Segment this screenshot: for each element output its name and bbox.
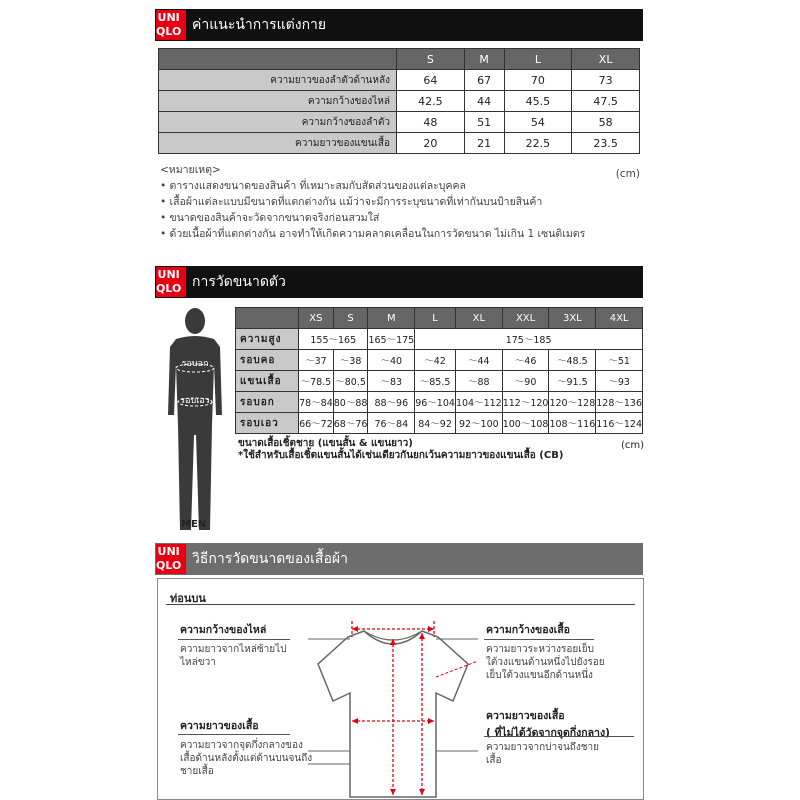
- table-row: [236, 350, 643, 371]
- row-label: ความสูง: [236, 329, 299, 350]
- figure-caption: MEN: [181, 519, 207, 530]
- garment-size-table: [158, 48, 640, 154]
- cell: 42.5: [397, 91, 465, 112]
- section-header-body-measurements: [155, 266, 643, 298]
- table-row: [236, 392, 643, 413]
- row-label: แขนเสื้อ: [236, 371, 299, 392]
- section-title: ค่าแนะนำการแต่งกาย: [192, 17, 327, 33]
- tshirt-diagram-icon: [308, 609, 478, 799]
- cell: ～44: [455, 350, 502, 371]
- body-size-table: [235, 307, 643, 434]
- cell: ～48.5: [549, 350, 596, 371]
- notes-header: <หมายเหตุ>: [160, 164, 221, 176]
- cell: 21: [464, 133, 504, 154]
- row-label: ความกว้างของไหล่: [159, 91, 397, 112]
- cell: 70: [504, 70, 572, 91]
- desc-body-length-side: ความยาวจากบ่าจนถึงชาย เสื้อ: [486, 742, 599, 766]
- desc-body-width: ความยาวระหว่างรอยเย็บ ใต้วงแขนด้านหนึ่งไปยังรอย เย็บใต้วงแขนอีกด้านหนึ่ง: [486, 644, 605, 681]
- col-header: 4XL: [596, 308, 643, 329]
- table-row: [159, 133, 640, 154]
- guide-subtitle: ท่อนบน: [170, 592, 206, 605]
- cell: 68～76: [333, 413, 368, 434]
- cell: 84～92: [415, 413, 456, 434]
- size-notes: [160, 162, 644, 242]
- cell: 76～84: [368, 413, 415, 434]
- measurement-guide-panel: [157, 578, 644, 800]
- cell: 78～84: [299, 392, 334, 413]
- row-label: รอบเอว: [236, 413, 299, 434]
- col-header: L: [415, 308, 456, 329]
- table-row: [159, 70, 640, 91]
- note-sleeve: *ใช้สำหรับเสื้อเชิ้ตแขนสั้นได้เช่นเดียวกันยกเว้นความยาวของแขนเสื้อ (CB): [238, 450, 564, 461]
- row-label: ความยาวของลำตัวด้านหลัง: [159, 70, 397, 91]
- cell: 155～165: [299, 329, 368, 350]
- cell: ～85.5: [415, 371, 456, 392]
- cell: 108～116: [549, 413, 596, 434]
- figure-label-chest: รอบอก: [181, 359, 209, 369]
- cell: ～40: [368, 350, 415, 371]
- cell: ～78.5: [299, 371, 334, 392]
- cell: 120～128: [549, 392, 596, 413]
- table-row: [159, 112, 640, 133]
- cell: 175～185: [415, 329, 643, 350]
- row-label: รอบคอ: [236, 350, 299, 371]
- col-header: M: [368, 308, 415, 329]
- cell: 44: [464, 91, 504, 112]
- note-shirt-type: ขนาดเสื้อเชิ้ตชาย (แขนสั้น & แขนยาว): [238, 438, 413, 449]
- desc-body-length: ความยาวจากจุดกึ่งกลางของ เสื้อด้านหลังตั้งแต่ด้านบนจนถึง ชายเสื้อ: [180, 740, 313, 777]
- section-title: การวัดขนาดตัว: [192, 274, 286, 290]
- cell: ～42: [415, 350, 456, 371]
- cell: 64: [397, 70, 465, 91]
- cell: ～93: [596, 371, 643, 392]
- uniqlo-logo: UNI QLO: [156, 544, 186, 574]
- cell: 45.5: [504, 91, 572, 112]
- table-row: [159, 91, 640, 112]
- col-header: XS: [299, 308, 334, 329]
- cell: ～91.5: [549, 371, 596, 392]
- cell: 23.5: [572, 133, 640, 154]
- cell: 22.5: [504, 133, 572, 154]
- note-item: • ขนาดของสินค้าจะวัดจากขนาดจริงก่อนสวมใส่: [160, 212, 380, 224]
- cell: 51: [464, 112, 504, 133]
- col-header: S: [333, 308, 368, 329]
- cell: 48: [397, 112, 465, 133]
- cell: ～37: [299, 350, 334, 371]
- col-header: S: [397, 49, 465, 70]
- cell: 20: [397, 133, 465, 154]
- cell: 96～104: [415, 392, 456, 413]
- row-label: ความยาวของแขนเสื้อ: [159, 133, 397, 154]
- unit-label: (cm): [615, 168, 640, 180]
- cell: ～80.5: [333, 371, 368, 392]
- row-label: รอบอก: [236, 392, 299, 413]
- col-header: XL: [455, 308, 502, 329]
- cell: ～90: [502, 371, 549, 392]
- body-silhouette-icon: [160, 305, 230, 535]
- label-body-length: ความยาวของเสื้อ: [180, 720, 259, 732]
- cell: 58: [572, 112, 640, 133]
- table-row: [236, 413, 643, 434]
- cell: ～46: [502, 350, 549, 371]
- cell: 100～108: [502, 413, 549, 434]
- unit-label: (cm): [620, 440, 644, 451]
- section-header-size-guide: [155, 9, 643, 41]
- cell: 104～112: [455, 392, 502, 413]
- col-header: 3XL: [549, 308, 596, 329]
- section-title: วิธีการวัดขนาดของเสื้อผ้า: [192, 551, 348, 567]
- cell: 88～96: [368, 392, 415, 413]
- cell: ～88: [455, 371, 502, 392]
- col-header: XL: [572, 49, 640, 70]
- section-header-how-to-measure: [155, 543, 643, 575]
- body-size-notes: [238, 438, 644, 462]
- note-item: • เสื้อผ้าแต่ละแบบมีขนาดที่แตกต่างกัน แม้ว่าจะมีการระบุขนาดที่เท่ากันบนป้ายสินค้า: [160, 196, 543, 208]
- cell: ～38: [333, 350, 368, 371]
- cell: 116～124: [596, 413, 643, 434]
- desc-shoulder-width: ความยาวจากไหล่ซ้ายไป ไหล่ขวา: [180, 644, 287, 668]
- note-item: • ด้วยเนื้อผ้าที่แตกต่างกัน อาจทำให้เกิดความคลาดเคลื่อนในการวัดขนาด ไม่เกิน 1 เซนติเมตร: [160, 228, 586, 240]
- cell: 54: [504, 112, 572, 133]
- note-item: • ตารางแสดงขนาดของสินค้า ที่เหมาะสมกับสัดส่วนของแต่ละบุคคล: [160, 180, 466, 192]
- uniqlo-logo: UNI QLO: [156, 267, 186, 297]
- table-row: [236, 329, 643, 350]
- table-row: [236, 371, 643, 392]
- cell: 80～88: [333, 392, 368, 413]
- cell: 73: [572, 70, 640, 91]
- col-header: XXL: [502, 308, 549, 329]
- cell: 112～120: [502, 392, 549, 413]
- col-header: M: [464, 49, 504, 70]
- cell: 66～72: [299, 413, 334, 434]
- cell: ～83: [368, 371, 415, 392]
- label-body-length-side: ความยาวของเสื้อ ( ที่ไม่ได้วัดจากจุดกึ่งกลาง): [486, 710, 610, 739]
- cell: 47.5: [572, 91, 640, 112]
- label-shoulder-width: ความกว้างของไหล่: [180, 624, 267, 636]
- cell: 165～175: [368, 329, 415, 350]
- col-header: L: [504, 49, 572, 70]
- row-label: ความกว้างของลำตัว: [159, 112, 397, 133]
- cell: 92～100: [455, 413, 502, 434]
- label-body-width: ความกว้างของเสื้อ: [486, 624, 570, 636]
- cell: 67: [464, 70, 504, 91]
- figure-label-waist: รอบเอว: [180, 396, 210, 406]
- cell: 128～136: [596, 392, 643, 413]
- uniqlo-logo: UNI QLO: [156, 10, 186, 40]
- cell: ～51: [596, 350, 643, 371]
